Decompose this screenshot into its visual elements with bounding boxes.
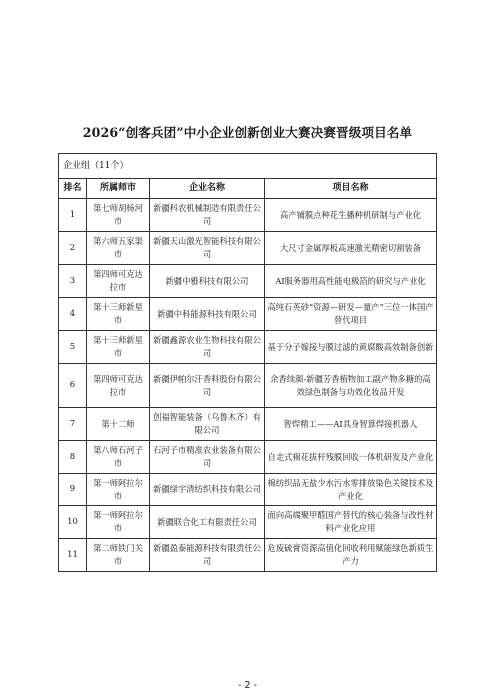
rank-cell: 4 <box>59 298 87 331</box>
rank-cell: 11 <box>59 539 87 572</box>
company-cell: 新疆中雅科技有限公司 <box>150 265 265 298</box>
company-cell: 创福智能装备（乌鲁木齐）有限公司 <box>150 408 265 441</box>
project-cell: 高纯石英砂“资源—研发—量产”三位一体国产替代项目 <box>265 298 437 331</box>
city-cell: 第一师阿拉尔市 <box>87 506 150 539</box>
city-cell: 第六师五家渠市 <box>87 232 150 265</box>
header-company: 企业名称 <box>150 179 265 199</box>
project-cell: 余香续颜-新疆芳香植物加工副产物多糖的高效绿色制备与功效化妆品开发 <box>265 364 437 408</box>
rank-cell: 9 <box>59 474 87 506</box>
project-cell: 面向高端聚甲醛国产替代的核心装备与改性材料产业化应用 <box>265 506 437 539</box>
city-cell: 第十三师新星市 <box>87 298 150 331</box>
company-cell: 新疆中科能源科技有限公司 <box>150 298 265 331</box>
company-cell: 新疆天山激光智能科技有限公司 <box>150 232 265 265</box>
project-cell: 棉纺织品无盐少水污水零排放染色关键技术及产业化 <box>265 474 437 506</box>
project-cell: 大尺寸金属厚板高速激光精密切割装备 <box>265 232 437 265</box>
city-cell: 第四师可克达拉市 <box>87 364 150 408</box>
city-cell: 第四师可克达拉市 <box>87 265 150 298</box>
table-row <box>59 441 437 474</box>
table-row <box>59 331 437 364</box>
project-cell: 基于分子嫁接与膜过滤的黄腐酸高效制备创新 <box>265 331 437 364</box>
company-cell: 新疆伊帕尔汗香料股份有限公司 <box>150 364 265 408</box>
table-row <box>59 539 437 572</box>
rank-cell: 2 <box>59 232 87 265</box>
page-number: - 2 - <box>238 680 257 691</box>
company-cell: 新疆盈泰能源科技有限责任公司 <box>150 539 265 572</box>
rank-cell: 3 <box>59 265 87 298</box>
project-cell: 自走式棉花拔杆残膜回收一体机研发及产业化 <box>265 441 437 474</box>
company-cell: 新疆联合化工有限责任公司 <box>150 506 265 539</box>
rank-cell: 10 <box>59 506 87 539</box>
company-cell: 石河子市精准农业装备有限公司 <box>150 441 265 474</box>
city-cell: 第七师胡杨河市 <box>87 199 150 232</box>
table-row <box>59 298 437 331</box>
table-row <box>59 232 437 265</box>
table-row <box>59 408 437 441</box>
group-label: 企业组（11个） <box>59 154 437 179</box>
rank-cell: 7 <box>59 408 87 441</box>
table-row <box>59 506 437 539</box>
header-project: 项目名称 <box>265 179 437 199</box>
table-row <box>59 199 437 232</box>
project-cell: 智焊精工——AI具身智算焊接机器人 <box>265 408 437 441</box>
city-cell: 第十二师 <box>87 408 150 441</box>
project-cell: 危废硫膏资源高值化回收利用赋能绿色新质生产力 <box>265 539 437 572</box>
group-row <box>59 154 437 179</box>
project-cell: 高产铺膜点种花生播种机研制与产业化 <box>265 199 437 232</box>
rank-cell: 8 <box>59 441 87 474</box>
city-cell: 第一师阿拉尔市 <box>87 474 150 506</box>
company-cell: 新疆绿宇清纺织科技有限公司 <box>150 474 265 506</box>
rank-cell: 5 <box>59 331 87 364</box>
city-cell: 第二师铁门关市 <box>87 539 150 572</box>
project-cell: AI服务器用高性能电极箔的研究与产业化 <box>265 265 437 298</box>
rank-cell: 6 <box>59 364 87 408</box>
table-row <box>59 265 437 298</box>
header-city: 所属师市 <box>87 179 150 199</box>
result-table <box>58 153 437 572</box>
company-cell: 新疆鑫源农业生物科技有限公司 <box>150 331 265 364</box>
city-cell: 第十三师新星市 <box>87 331 150 364</box>
city-cell: 第八师石河子市 <box>87 441 150 474</box>
page-title: 2026“创客兵团”中小企业创新创业大赛决赛晋级项目名单 <box>82 125 413 140</box>
company-cell: 新疆科农机械制造有限责任公司 <box>150 199 265 232</box>
rank-cell: 1 <box>59 199 87 232</box>
table-row <box>59 364 437 408</box>
header-num: 排名 <box>59 179 87 199</box>
header-row <box>59 179 437 199</box>
table-row <box>59 474 437 506</box>
